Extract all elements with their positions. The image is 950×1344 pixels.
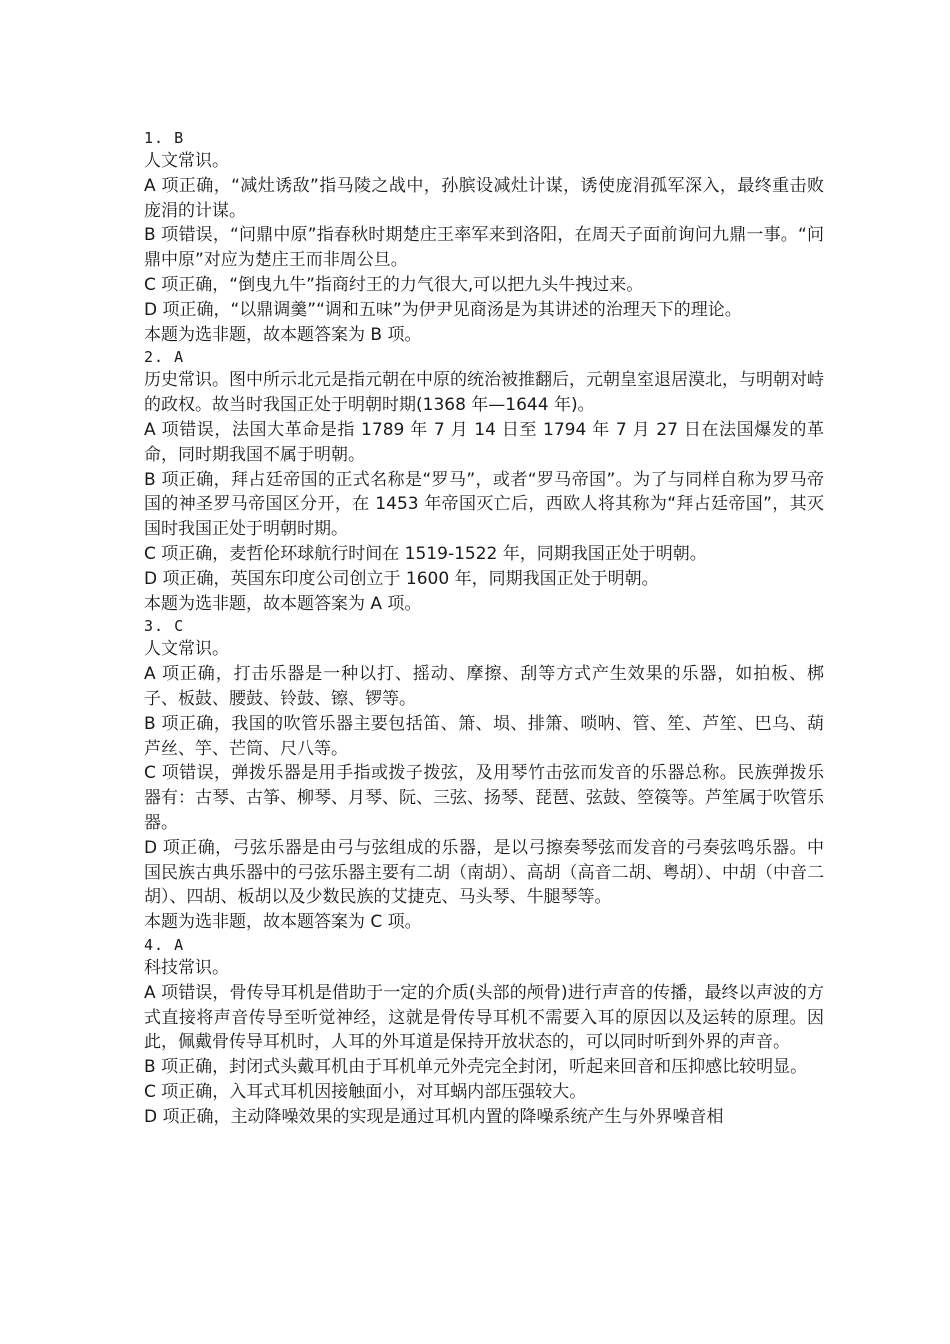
option-b-explanation: B 项正确，我国的吹管乐器主要包括笛、箫、埙、排箫、唢呐、管、笙、芦笙、巴乌、葫芦丝、竽、芒筒、尺八等。 (144, 713, 824, 759)
question-4 (144, 935, 824, 1130)
option-a-explanation: A 项正确，打击乐器是一种以打、摇动、摩擦、刮等方式产生效果的乐器，如拍板、梆子、板鼓、腰鼓、铃鼓、镲、锣等。 (144, 664, 824, 709)
option-d-explanation: D 项正确，弓弦乐器是由弓与弦组成的乐器，是以弓擦奏琴弦而发音的弓奏弦鸣乐器。中国民族古典乐器中的弓弦乐器主要有二胡（南胡）、高胡（高音二胡、粤胡）、中胡（中音二胡）、四胡、板胡以及少数民族的艾捷克、马头琴、牛腿琴等。 (144, 837, 824, 908)
category-line: 人文常识。 (144, 151, 229, 171)
category-line: 历史常识。图中所示北元是指元朝在中原的统治被推翻后，元朝皇室退居漠北，与明朝对峙的政权。故当时我国正处于明朝时期(1368 年—1644 年)。 (144, 370, 824, 416)
question-number: 1. B (144, 129, 185, 147)
option-d-explanation: D 项正确，主动降噪效果的实现是通过耳机内置的降噪系统产生与外界噪音相 (144, 1106, 724, 1127)
option-b-explanation: B 项正确，封闭式头戴耳机由于耳机单元外壳完全封闭，听起来回音和压抑感比较明显。 (144, 1057, 808, 1078)
option-c-explanation: C 项正确，“倒曳九牛”指商纣王的力气很大,可以把九头牛拽过来。 (144, 274, 644, 295)
option-b-explanation: B 项错误，“问鼎中原”指春秋时期楚庄王率军来到洛阳，在周天子面前询问九鼎一事。“问鼎中原”对应为楚庄王而非周公旦。 (144, 225, 824, 271)
category-line: 科技常识。 (144, 957, 229, 978)
option-d-explanation: D 项正确，英国东印度公司创立于 1600 年，同期我国正处于明朝。 (144, 568, 659, 589)
question-number: 2. A (144, 348, 185, 367)
question-1 (144, 128, 824, 347)
category-line: 人文常识。 (144, 639, 229, 660)
option-c-explanation: C 项错误，弹拨乐器是用手指或拨子拨弦，及用琴竹击弦而发音的乐器总称。民族弹拨乐器有：古琴、古筝、柳琴、月琴、阮、三弦、扬琴、琵琶、弦鼓、箜篌等。芦笙属于吹管乐器。 (144, 763, 824, 833)
question-number: 3. C (144, 617, 185, 636)
option-a-explanation: A 项错误，法国大革命是指 1789 年 7 月 14 日至 1794 年 7 月 27 日在法国爆发的革命，同时期我国不属于明朝。 (144, 419, 824, 465)
option-a-explanation: A 项错误，骨传导耳机是借助于一定的介质(头部的颅骨)进行声音的传播，最终以声波的方式直接将声音传导至听觉神经，这就是骨传导耳机不需要入耳的原因以及运转的原理。因此，佩戴骨传导耳机时，人耳的外耳道是保持开放状态的，可以同时听到外界的声音。 (144, 982, 824, 1053)
option-d-explanation: D 项正确，“以鼎调羹”“调和五味”为伊尹见商汤是为其讲述的治理天下的理论。 (144, 299, 742, 320)
option-c-explanation: C 项正确，入耳式耳机因接触面小，对耳蜗内部压强较大。 (144, 1081, 587, 1102)
option-c-explanation: C 项正确，麦哲伦环球航行时间在 1519-1522 年，同期我国正处于明朝。 (144, 543, 707, 564)
question-number: 4. A (144, 935, 185, 954)
option-b-explanation: B 项正确，拜占廷帝国的正式名称是“罗马”，或者“罗马帝国”。为了与同样自称为罗马帝国的神圣罗马帝国区分开，在 1453 年帝国灭亡后，西欧人将其称为“拜占廷帝国”，其灭国时我国正处于明朝时期。 (144, 469, 824, 540)
answer-document (144, 128, 824, 1129)
answer-conclusion: 本题为选非题，故本题答案为 A 项。 (144, 593, 422, 614)
option-a-explanation: A 项正确，“减灶诱敌”指马陵之战中，孙膑设减灶计谋，诱使庞涓孤军深入，最终重击败庞涓的计谋。 (144, 175, 824, 221)
question-2 (144, 347, 824, 616)
answer-conclusion: 本题为选非题，故本题答案为 C 项。 (144, 912, 422, 933)
question-3 (144, 616, 824, 935)
answer-conclusion: 本题为选非题，故本题答案为 B 项。 (144, 324, 422, 345)
